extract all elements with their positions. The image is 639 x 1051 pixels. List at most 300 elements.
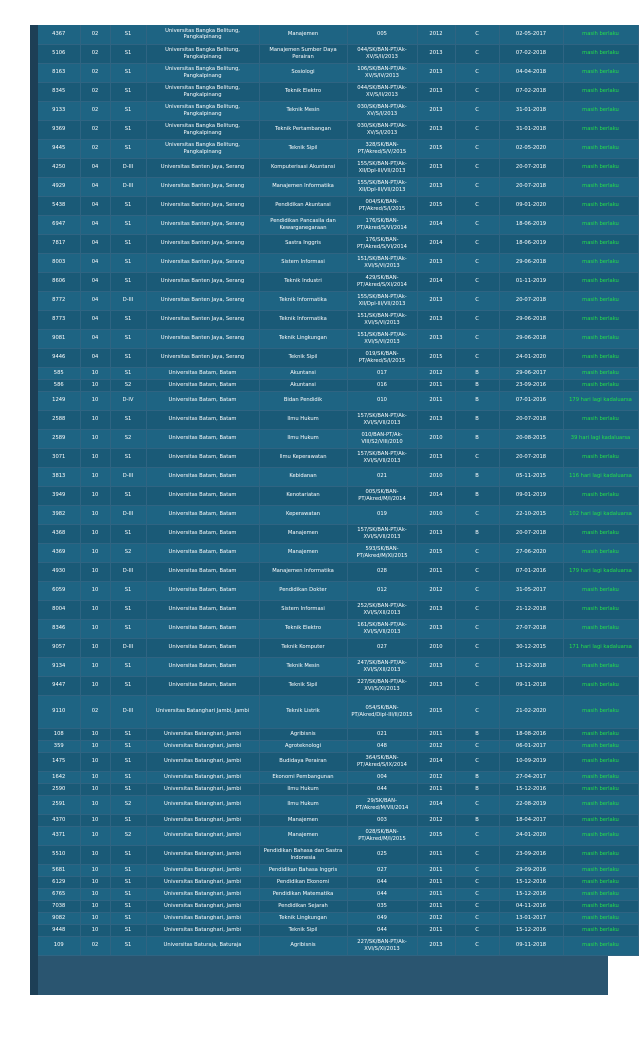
expiry-date-cell: 04-11-2016 (499, 900, 563, 912)
sk-number-cell: 021 (347, 467, 417, 486)
sk-number-cell: 044/SK/BAN-PT/Ak-XV/S/II/2013 (347, 44, 417, 63)
id-cell: 8773 (38, 310, 80, 329)
table-row (38, 864, 638, 876)
university-cell: Universitas Batam, Batam (146, 638, 259, 657)
year-cell: 2013 (417, 676, 455, 695)
sk-number-cell: 010 (347, 391, 417, 410)
jenjang-cell: S1 (110, 139, 146, 158)
jenjang-cell: S1 (110, 310, 146, 329)
expiry-date-cell: 07-01-2016 (499, 391, 563, 410)
status-cell: masih berlaku (563, 814, 638, 826)
program-cell: Teknik Elektro (259, 619, 347, 638)
id-cell: 8345 (38, 82, 80, 101)
jenjang-cell: S2 (110, 826, 146, 845)
university-cell: Universitas Batam, Batam (146, 391, 259, 410)
university-cell: Universitas Banten Jaya, Serang (146, 310, 259, 329)
program-cell: Manajemen (259, 524, 347, 543)
status-cell: masih berlaku (563, 348, 638, 367)
jenjang-cell: S2 (110, 429, 146, 448)
program-cell: Agribisnis (259, 936, 347, 955)
sk-number-cell: 012 (347, 581, 417, 600)
rank-cell: C (455, 795, 499, 814)
university-cell: Universitas Bangka Belitung, Pangkalpinang (146, 82, 259, 101)
program-cell: Ilmu Hukum (259, 429, 347, 448)
jenjang-cell: S1 (110, 581, 146, 600)
kode-cell: 10 (80, 795, 110, 814)
rank-cell: B (455, 467, 499, 486)
id-cell: 585 (38, 367, 80, 379)
jenjang-cell: S1 (110, 524, 146, 543)
rank-cell: C (455, 638, 499, 657)
id-cell: 9133 (38, 101, 80, 120)
jenjang-cell: S1 (110, 410, 146, 429)
jenjang-cell: S1 (110, 771, 146, 783)
kode-cell: 10 (80, 638, 110, 657)
program-cell: Kenotariatan (259, 486, 347, 505)
expiry-date-cell: 09-01-2020 (499, 196, 563, 215)
year-cell: 2011 (417, 562, 455, 581)
id-cell: 3071 (38, 448, 80, 467)
table-row (38, 448, 638, 467)
status-cell: masih berlaku (563, 253, 638, 272)
program-cell: Teknik Informatika (259, 310, 347, 329)
id-cell: 5106 (38, 44, 80, 63)
rank-cell: C (455, 291, 499, 310)
program-cell: Teknik Listrik (259, 695, 347, 728)
table-row (38, 253, 638, 272)
program-cell: Ekonomi Pembangunan (259, 771, 347, 783)
program-cell: Teknik Mesin (259, 101, 347, 120)
table-row (38, 600, 638, 619)
rank-cell: B (455, 524, 499, 543)
expiry-date-cell: 22-10-2015 (499, 505, 563, 524)
rank-cell: B (455, 391, 499, 410)
status-cell: masih berlaku (563, 900, 638, 912)
kode-cell: 10 (80, 429, 110, 448)
year-cell: 2010 (417, 638, 455, 657)
program-cell: Teknik Informatika (259, 291, 347, 310)
accreditation-table-page (30, 25, 632, 995)
jenjang-cell: S1 (110, 619, 146, 638)
university-cell: Universitas Banten Jaya, Serang (146, 215, 259, 234)
program-cell: Pendidikan Sejarah (259, 900, 347, 912)
sk-number-cell: 328/SK/BAN-PT/Akred/S/V/2015 (347, 139, 417, 158)
university-cell: Universitas Batam, Batam (146, 486, 259, 505)
status-cell: masih berlaku (563, 728, 638, 740)
program-cell: Keperawatan (259, 505, 347, 524)
program-cell: Manajemen (259, 543, 347, 562)
rank-cell: C (455, 864, 499, 876)
rank-cell: C (455, 845, 499, 864)
status-cell: masih berlaku (563, 888, 638, 900)
status-cell: masih berlaku (563, 676, 638, 695)
year-cell: 2010 (417, 467, 455, 486)
rank-cell: C (455, 63, 499, 82)
status-cell: masih berlaku (563, 158, 638, 177)
university-cell: Universitas Batanghari, Jambi (146, 864, 259, 876)
year-cell: 2010 (417, 429, 455, 448)
sk-number-cell: 035 (347, 900, 417, 912)
table-row (38, 367, 638, 379)
table-row (38, 196, 638, 215)
status-cell: masih berlaku (563, 795, 638, 814)
rank-cell: B (455, 379, 499, 391)
table-row (38, 912, 638, 924)
sk-number-cell: 227/SK/BAN-PT/Ak-XVI/S/XI/2013 (347, 676, 417, 695)
rank-cell: C (455, 101, 499, 120)
jenjang-cell: S1 (110, 900, 146, 912)
program-cell: Sistem Informasi (259, 600, 347, 619)
program-cell: Budidaya Perairan (259, 752, 347, 771)
university-cell: Universitas Banten Jaya, Serang (146, 348, 259, 367)
year-cell: 2013 (417, 253, 455, 272)
university-cell: Universitas Batam, Batam (146, 581, 259, 600)
program-cell: Teknik Sipil (259, 676, 347, 695)
rank-cell: C (455, 876, 499, 888)
jenjang-cell: S1 (110, 82, 146, 101)
status-cell: 179 hari lagi kadaluarsa (563, 391, 638, 410)
year-cell: 2012 (417, 740, 455, 752)
id-cell: 9081 (38, 329, 80, 348)
id-cell: 5438 (38, 196, 80, 215)
program-cell: Teknik Industri (259, 272, 347, 291)
id-cell: 8163 (38, 63, 80, 82)
expiry-date-cell: 09-11-2018 (499, 936, 563, 955)
year-cell: 2015 (417, 826, 455, 845)
rank-cell: B (455, 783, 499, 795)
kode-cell: 10 (80, 600, 110, 619)
jenjang-cell: S2 (110, 543, 146, 562)
sk-number-cell: 019/SK/BAN-PT/Akred/S/I/2015 (347, 348, 417, 367)
program-cell: Manajemen (259, 25, 347, 44)
jenjang-cell: S1 (110, 120, 146, 139)
program-cell: Manajemen Sumber Daya Perairan (259, 44, 347, 63)
program-cell: Teknik Mesin (259, 657, 347, 676)
year-cell: 2011 (417, 379, 455, 391)
rank-cell: B (455, 429, 499, 448)
sk-number-cell: 593/SK/BAN-PT/Akred/M/XI/2015 (347, 543, 417, 562)
table-row (38, 695, 638, 728)
expiry-date-cell: 29-06-2018 (499, 310, 563, 329)
id-cell: 1475 (38, 752, 80, 771)
year-cell: 2012 (417, 814, 455, 826)
table-row (38, 391, 638, 410)
sk-number-cell: 151/SK/BAN-PT/Ak-XVI/S/VI/2013 (347, 310, 417, 329)
id-cell: 3982 (38, 505, 80, 524)
jenjang-cell: S1 (110, 752, 146, 771)
jenjang-cell: S1 (110, 936, 146, 955)
year-cell: 2014 (417, 752, 455, 771)
kode-cell: 04 (80, 310, 110, 329)
kode-cell: 10 (80, 379, 110, 391)
year-cell: 2011 (417, 888, 455, 900)
table-row (38, 936, 638, 955)
year-cell: 2013 (417, 177, 455, 196)
table-row (38, 177, 638, 196)
expiry-date-cell: 02-05-2017 (499, 25, 563, 44)
jenjang-cell: S1 (110, 101, 146, 120)
sk-number-cell: 29/SK/BAN-PT/Akred/M/VII/2014 (347, 795, 417, 814)
university-cell: Universitas Batam, Batam (146, 448, 259, 467)
program-cell: Teknik Lingkungan (259, 912, 347, 924)
expiry-date-cell: 31-05-2017 (499, 581, 563, 600)
table-row (38, 215, 638, 234)
status-cell: 116 hari lagi kadaluarsa (563, 467, 638, 486)
rank-cell: C (455, 619, 499, 638)
university-cell: Universitas Batanghari, Jambi (146, 795, 259, 814)
expiry-date-cell: 31-01-2018 (499, 101, 563, 120)
year-cell: 2014 (417, 234, 455, 253)
id-cell: 4250 (38, 158, 80, 177)
id-cell: 3813 (38, 467, 80, 486)
university-cell: Universitas Banten Jaya, Serang (146, 234, 259, 253)
table-row (38, 845, 638, 864)
sk-number-cell: 005/SK/BAN-PT/Akred/M/I/2014 (347, 486, 417, 505)
program-cell: Pendidikan Bahasa dan Sastra Indonesia (259, 845, 347, 864)
program-cell: Teknik Sipil (259, 139, 347, 158)
jenjang-cell: S1 (110, 486, 146, 505)
status-cell: masih berlaku (563, 272, 638, 291)
status-cell: masih berlaku (563, 845, 638, 864)
university-cell: Universitas Batam, Batam (146, 562, 259, 581)
id-cell: 8003 (38, 253, 80, 272)
rank-cell: C (455, 196, 499, 215)
jenjang-cell: S1 (110, 234, 146, 253)
program-cell: Sosiologi (259, 63, 347, 82)
id-cell: 9445 (38, 139, 80, 158)
university-cell: Universitas Banten Jaya, Serang (146, 253, 259, 272)
kode-cell: 10 (80, 771, 110, 783)
status-cell: masih berlaku (563, 924, 638, 936)
expiry-date-cell: 27-04-2017 (499, 771, 563, 783)
kode-cell: 02 (80, 44, 110, 63)
program-cell: Kebidanan (259, 467, 347, 486)
university-cell: Universitas Batanghari, Jambi (146, 900, 259, 912)
expiry-date-cell: 20-07-2018 (499, 410, 563, 429)
status-cell: masih berlaku (563, 101, 638, 120)
kode-cell: 04 (80, 329, 110, 348)
sk-number-cell: 005 (347, 25, 417, 44)
jenjang-cell: D-III (110, 638, 146, 657)
table-row (38, 25, 638, 44)
expiry-date-cell: 06-01-2017 (499, 740, 563, 752)
year-cell: 2015 (417, 695, 455, 728)
expiry-date-cell: 09-11-2018 (499, 676, 563, 695)
year-cell: 2015 (417, 543, 455, 562)
status-cell: masih berlaku (563, 82, 638, 101)
kode-cell: 02 (80, 120, 110, 139)
status-cell: masih berlaku (563, 771, 638, 783)
program-cell: Teknik Sipil (259, 924, 347, 936)
kode-cell: 04 (80, 234, 110, 253)
jenjang-cell: S1 (110, 783, 146, 795)
id-cell: 9448 (38, 924, 80, 936)
jenjang-cell: D-III (110, 505, 146, 524)
kode-cell: 02 (80, 25, 110, 44)
year-cell: 2015 (417, 348, 455, 367)
table-row (38, 638, 638, 657)
status-cell: masih berlaku (563, 25, 638, 44)
id-cell: 109 (38, 936, 80, 955)
rank-cell: C (455, 329, 499, 348)
sk-number-cell: 004/SK/BAN-PT/Akred/S/I/2015 (347, 196, 417, 215)
table-row (38, 272, 638, 291)
sk-number-cell: 021 (347, 728, 417, 740)
kode-cell: 10 (80, 888, 110, 900)
kode-cell: 10 (80, 676, 110, 695)
table-row (38, 329, 638, 348)
rank-cell: C (455, 505, 499, 524)
sk-number-cell: 364/SK/BAN-PT/Akred/S/IX/2014 (347, 752, 417, 771)
status-cell: masih berlaku (563, 695, 638, 728)
expiry-date-cell: 29-06-2018 (499, 329, 563, 348)
jenjang-cell: S1 (110, 888, 146, 900)
expiry-date-cell: 13-12-2018 (499, 657, 563, 676)
kode-cell: 04 (80, 348, 110, 367)
year-cell: 2013 (417, 600, 455, 619)
jenjang-cell: S1 (110, 348, 146, 367)
jenjang-cell: D-III (110, 158, 146, 177)
id-cell: 4370 (38, 814, 80, 826)
expiry-date-cell: 04-04-2018 (499, 63, 563, 82)
status-cell: masih berlaku (563, 139, 638, 158)
university-cell: Universitas Bangka Belitung, Pangkalpinang (146, 120, 259, 139)
id-cell: 2588 (38, 410, 80, 429)
id-cell: 359 (38, 740, 80, 752)
id-cell: 8004 (38, 600, 80, 619)
program-cell: Teknik Sipil (259, 348, 347, 367)
university-cell: Universitas Batanghari, Jambi (146, 814, 259, 826)
jenjang-cell: S1 (110, 657, 146, 676)
sk-number-cell: 017 (347, 367, 417, 379)
jenjang-cell: D-IV (110, 391, 146, 410)
table-row (38, 486, 638, 505)
jenjang-cell: S1 (110, 676, 146, 695)
sk-number-cell: 025 (347, 845, 417, 864)
jenjang-cell: S1 (110, 215, 146, 234)
expiry-date-cell: 07-02-2018 (499, 44, 563, 63)
program-cell: Pendidikan Bahasa Inggris (259, 864, 347, 876)
sk-number-cell: 044 (347, 783, 417, 795)
table-row (38, 752, 638, 771)
kode-cell: 10 (80, 826, 110, 845)
year-cell: 2013 (417, 619, 455, 638)
sk-number-cell: 054/SK/BAN-PT/Akred/Dipl-III/II/2015 (347, 695, 417, 728)
kode-cell: 04 (80, 177, 110, 196)
university-cell: Universitas Banten Jaya, Serang (146, 272, 259, 291)
jenjang-cell: S1 (110, 25, 146, 44)
sk-number-cell: 252/SK/BAN-PT/Ak-XVI/S/XII/2013 (347, 600, 417, 619)
year-cell: 2014 (417, 795, 455, 814)
jenjang-cell: S1 (110, 329, 146, 348)
status-cell: masih berlaku (563, 291, 638, 310)
status-cell: masih berlaku (563, 448, 638, 467)
status-cell: masih berlaku (563, 486, 638, 505)
expiry-date-cell: 18-04-2017 (499, 814, 563, 826)
university-cell: Universitas Batanghari Jambi, Jambi (146, 695, 259, 728)
sk-number-cell: 247/SK/BAN-PT/Ak-XVI/S/XII/2013 (347, 657, 417, 676)
id-cell: 9369 (38, 120, 80, 139)
year-cell: 2013 (417, 410, 455, 429)
sk-number-cell: 155/SK/BAN-PT/Ak-XII/Dpl-III/VII/2013 (347, 177, 417, 196)
table-row (38, 562, 638, 581)
university-cell: Universitas Batanghari, Jambi (146, 888, 259, 900)
year-cell: 2013 (417, 44, 455, 63)
expiry-date-cell: 23-09-2016 (499, 845, 563, 864)
jenjang-cell: S1 (110, 740, 146, 752)
kode-cell: 10 (80, 619, 110, 638)
program-cell: Pendidikan Ekonomi (259, 876, 347, 888)
university-cell: Universitas Banten Jaya, Serang (146, 177, 259, 196)
university-cell: Universitas Banten Jaya, Serang (146, 196, 259, 215)
status-cell: masih berlaku (563, 524, 638, 543)
expiry-date-cell: 01-11-2019 (499, 272, 563, 291)
sk-number-cell: 106/SK/BAN-PT/Ak-XV/S/IV/2013 (347, 63, 417, 82)
rank-cell: C (455, 924, 499, 936)
status-cell: masih berlaku (563, 329, 638, 348)
table-row (38, 44, 638, 63)
rank-cell: C (455, 740, 499, 752)
jenjang-cell: D-III (110, 291, 146, 310)
university-cell: Universitas Batam, Batam (146, 600, 259, 619)
rank-cell: C (455, 120, 499, 139)
expiry-date-cell: 18-06-2019 (499, 215, 563, 234)
expiry-date-cell: 21-12-2018 (499, 600, 563, 619)
year-cell: 2013 (417, 657, 455, 676)
kode-cell: 02 (80, 63, 110, 82)
kode-cell: 10 (80, 505, 110, 524)
university-cell: Universitas Bangka Belitung, Pangkalpinang (146, 139, 259, 158)
id-cell: 6129 (38, 876, 80, 888)
sk-number-cell: 157/SK/BAN-PT/Ak-XVI/S/VII/2013 (347, 524, 417, 543)
table-row (38, 783, 638, 795)
table-row (38, 876, 638, 888)
expiry-date-cell: 02-05-2020 (499, 139, 563, 158)
kode-cell: 10 (80, 581, 110, 600)
table-row (38, 795, 638, 814)
rank-cell: C (455, 600, 499, 619)
university-cell: Universitas Banten Jaya, Serang (146, 158, 259, 177)
university-cell: Universitas Bangka Belitung, Pangkalpinang (146, 63, 259, 82)
program-cell: Teknik Komputer (259, 638, 347, 657)
university-cell: Universitas Batam, Batam (146, 410, 259, 429)
expiry-date-cell: 20-07-2018 (499, 524, 563, 543)
program-cell: Teknik Pertambangan (259, 120, 347, 139)
expiry-date-cell: 29-06-2017 (499, 367, 563, 379)
jenjang-cell: S1 (110, 814, 146, 826)
sk-number-cell: 003 (347, 814, 417, 826)
jenjang-cell: S1 (110, 845, 146, 864)
table-row (38, 814, 638, 826)
status-cell: masih berlaku (563, 63, 638, 82)
sk-number-cell: 155/SK/BAN-PT/Ak-XII/Dpl-III/VII/2013 (347, 291, 417, 310)
rank-cell: C (455, 82, 499, 101)
kode-cell: 10 (80, 391, 110, 410)
expiry-date-cell: 05-11-2015 (499, 467, 563, 486)
program-cell: Agribisnis (259, 728, 347, 740)
expiry-date-cell: 23-09-2016 (499, 379, 563, 391)
university-cell: Universitas Banten Jaya, Serang (146, 329, 259, 348)
expiry-date-cell: 10-09-2019 (499, 752, 563, 771)
sk-number-cell: 044 (347, 876, 417, 888)
expiry-date-cell: 20-08-2015 (499, 429, 563, 448)
rank-cell: C (455, 310, 499, 329)
kode-cell: 10 (80, 728, 110, 740)
university-cell: Universitas Batanghari, Jambi (146, 771, 259, 783)
expiry-date-cell: 15-12-2016 (499, 888, 563, 900)
id-cell: 7817 (38, 234, 80, 253)
year-cell: 2013 (417, 291, 455, 310)
